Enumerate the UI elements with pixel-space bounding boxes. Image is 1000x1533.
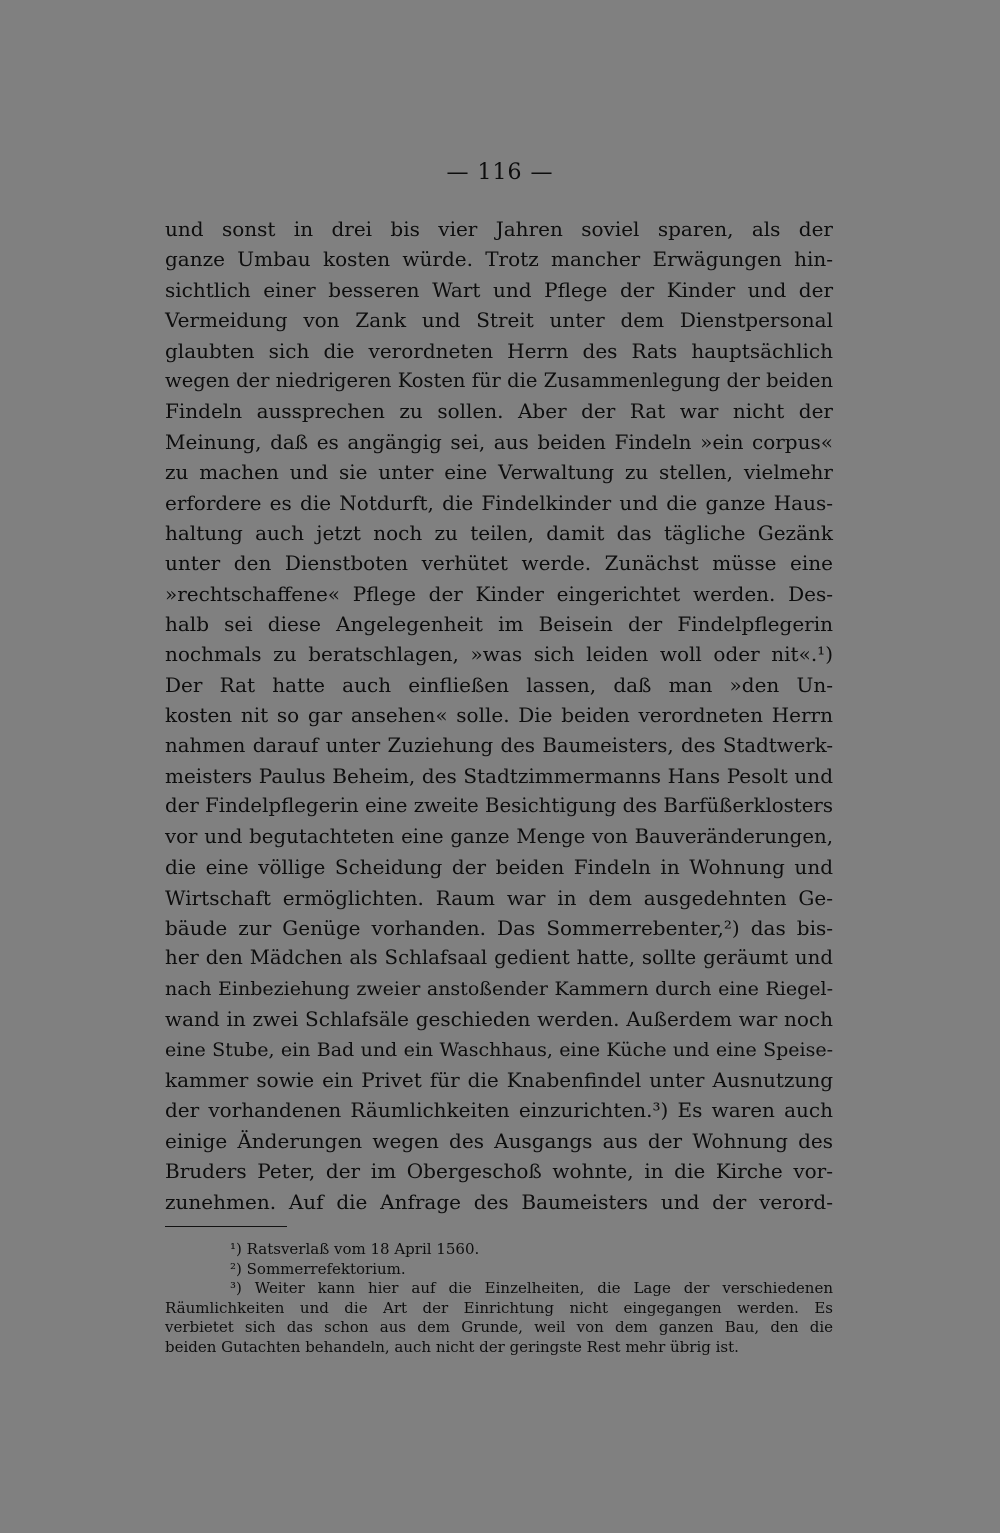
- body-line: kosten nit so gar ansehen« solle. Die beiden verordneten Herrn: [165, 703, 833, 728]
- footnotes: [165, 1240, 833, 1358]
- footnote-line: beiden Gutachten behandeln, auch nicht der geringste Rest mehr übrig ist.: [165, 1337, 739, 1356]
- body-line: ganze Umbau kosten würde. Trotz mancher Erwägungen hin-: [165, 247, 833, 272]
- body-line: halb sei diese Angelegenheit im Beisein der Findelpflegerin: [165, 612, 833, 637]
- body-line: nach Einbeziehung zweier anstoßender Kammern durch eine Riegel-: [165, 977, 833, 1000]
- body-line: die eine völlige Scheidung der beiden Findeln in Wohnung und: [165, 855, 833, 880]
- body-line: sichtlich einer besseren Wart und Pflege der Kinder und der: [165, 277, 833, 302]
- body-line: Wirtschaft ermöglichten. Raum war in dem ausgedehnten Ge-: [165, 885, 833, 910]
- footnote-divider: [165, 1226, 287, 1227]
- body-line: zu machen und sie unter eine Verwaltung zu stellen, vielmehr: [165, 460, 833, 485]
- body-text: [165, 214, 833, 1217]
- footnote-line: ²) Sommerrefektorium.: [230, 1259, 406, 1278]
- body-line: der vorhandenen Räumlichkeiten einzurichten.³) Es waren auch: [165, 1098, 833, 1123]
- body-line: eine Stube, ein Bad und ein Waschhaus, eine Küche und eine Speise-: [165, 1038, 833, 1061]
- body-line: einige Änderungen wegen des Ausgangs aus der Wohnung des: [165, 1128, 833, 1153]
- body-line: und sonst in drei bis vier Jahren soviel sparen, als der: [165, 217, 833, 241]
- footnote-line: verbietet sich das schon aus dem Grunde, weil von dem ganzen Bau, den die: [165, 1318, 833, 1337]
- body-line: unter den Dienstboten verhütet werde. Zunächst müsse eine: [165, 551, 833, 576]
- body-line: erfordere es die Notdurft, die Findelkinder und die ganze Haus-: [165, 490, 833, 515]
- body-line: vor und begutachteten eine ganze Menge von Bauveränderungen,: [165, 824, 833, 848]
- body-line: »rechtschaffene« Pflege der Kinder eingerichtet werden. Des-: [165, 581, 833, 606]
- body-line: her den Mädchen als Schlafsaal gedient hatte, sollte geräumt und: [165, 946, 833, 970]
- body-line: der Findelpflegerin eine zweite Besichtigung des Barfüßerklosters: [165, 794, 833, 818]
- page-number: — 116 —: [446, 160, 554, 185]
- body-line: meisters Paulus Beheim, des Stadtzimmermanns Hans Pesolt und: [165, 764, 833, 789]
- body-line: Vermeidung von Zank und Streit unter dem Dienstpersonal: [165, 308, 833, 333]
- body-line: wand in zwei Schlafsäle geschieden werden. Außerdem war noch: [165, 1007, 833, 1032]
- footnote-line: Räumlichkeiten und die Art der Einrichtung nicht eingegangen werden. Es: [165, 1298, 833, 1317]
- body-line: kammer sowie ein Privet für die Knabenfindel unter Ausnutzung: [165, 1067, 833, 1092]
- body-line: nochmals zu beratschlagen, »was sich leiden woll oder nit«.¹): [165, 642, 833, 667]
- footnote-line: ³) Weiter kann hier auf die Einzelheiten, die Lage der verschiedenen: [230, 1279, 833, 1298]
- footnote-line: ¹) Ratsverlaß vom 18 April 1560.: [230, 1240, 480, 1258]
- body-line: wegen der niedrigeren Kosten für die Zusammenlegung der beiden: [165, 368, 833, 392]
- body-line: nahmen darauf unter Zuziehung des Baumeisters, des Stadtwerk-: [165, 733, 833, 757]
- body-line: Findeln aussprechen zu sollen. Aber der Rat war nicht der: [165, 399, 833, 424]
- body-line: zunehmen. Auf die Anfrage des Baumeisters und der verord-: [165, 1189, 833, 1214]
- body-line: Meinung, daß es angängig sei, aus beiden Findeln »ein corpus«: [165, 429, 833, 454]
- body-line: haltung auch jetzt noch zu teilen, damit das tägliche Gezänk: [165, 520, 833, 545]
- body-line: bäude zur Genüge vorhanden. Das Sommerrebenter,²) das bis-: [165, 915, 833, 940]
- body-line: Bruders Peter, der im Obergeschoß wohnte, in die Kirche vor-: [165, 1159, 833, 1184]
- body-line: Der Rat hatte auch einfließen lassen, daß man »den Un-: [165, 672, 833, 697]
- body-line: glaubten sich die verordneten Herrn des Rats hauptsächlich: [165, 338, 833, 363]
